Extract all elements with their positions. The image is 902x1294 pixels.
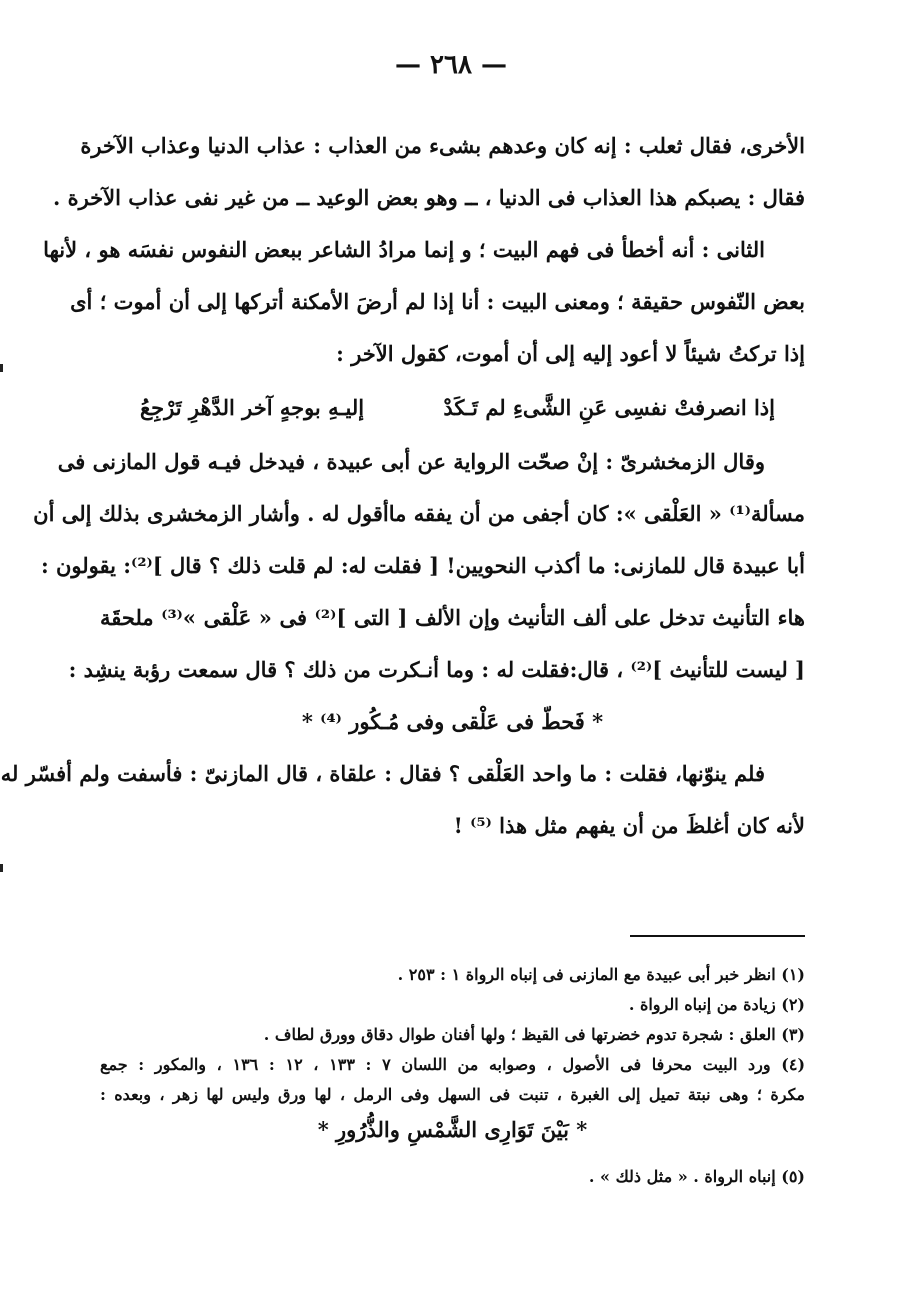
body-line-8: أبا عبيدة قال للمازنى: ما أكذب النحويين! [ فقلت له: لم قلت ذلك ؟ قال ]⁽²⁾: يقولون : [40,553,805,578]
page-number: — ٢٦٨ — [394,50,508,80]
ruba-verse: * فَحطّ فى عَلْقى وفى مُـكُور ⁽⁴⁾ * [301,709,604,734]
poetry-verse [100,380,805,436]
body-line-10: [ ليست للتأنيث ]⁽²⁾ ، قال:فقلت له : وما أنـكرت من ذلك ؟ قال سمعت رؤبة ينشِد : [68,657,805,682]
footnote-3: (٣) العلق : شجرة تدوم خضرتها فى القيظ ؛ ولها أفنان طوال دقاق وورق لطاف . [263,1025,805,1044]
body-line-3: الثانى : أنه أخطأ فى فهم البيت ؛ و إنما مرادُ الشاعر ببعض النفوس نفسَه هو ، لأنها [43,237,765,262]
footnote-separator [630,935,805,937]
body-line-9: هاء التأنيث تدخل على ألف التأنيث وإن الألف [ التى ]⁽²⁾ فى « عَلْقى »⁽³⁾ ملحقَة [100,605,805,630]
verse-second-hemistich: إليـهِ بوجهٍ آخر الدَّهْرِ تَرْجِعُ [140,395,365,420]
scan-margin-mark [0,864,3,872]
main-text [0,120,805,852]
body-line-5: إذا تركتُ شيئاً لا أعود إليه إلى أن أموت، كقول الآخر : [336,341,805,366]
body-line-1: الأخرى، فقال ثعلب : إنه كان وعدهم بشىء من العذاب : عذاب الدنيا وعذاب الآخرة [80,133,805,158]
footnotes [100,960,805,1192]
footnote-5: (٥) إنباه الرواة . « مثل ذلك » . [588,1167,805,1186]
verse-first-hemistich: إذا انصرفتْ نفسِى عَنِ الشَّىءِ لم تَـكَدْ [443,395,775,420]
body-line-7: مسألة⁽¹⁾ « العَلْقى »: كان أجفى من أن يفقه ماأقول له . وأشار الزمخشرى بذلك إلى أن [33,501,805,526]
body-line-11: فلم ينوّنها، فقلت : ما واحد العَلْقى ؟ فقال : علقاة ، قال المازنىّ : فأسفت ولم أفسّر له [0,761,765,786]
body-line-4: بعض النّفوس حقيقة ؛ ومعنى البيت : أنا إذا لم أرضَ الأمكنة أتركها إلى أن أموت ؛ أى [70,289,805,314]
footnote-1: (١) انظر خبر أبى عبيدة مع المازنى فى إنباه الرواة ١ : ٢٥٣ . [397,965,805,984]
body-line-2: فقال : يصبكم هذا العذاب فى الدنيا ، ــ وهو بعض الوعيد ــ من غير نفى عذاب الآخرة . [52,185,805,210]
scan-margin-mark [0,364,3,372]
body-line-6: وقال الزمخشرىّ : إنْ صحّت الرواية عن أبى عبيدة ، فيدخل فيـه قول المازنى فى [57,449,765,474]
body-line-12: لأنه كان أغلظَ من أن يفهم مثل هذا ⁽⁵⁾ ! [453,813,805,838]
footnote-4-line-2: مكرة ؛ وهى نبتة تميل إلى الغبرة ، تنبت فى السهل وفى الرمل ، لها ورق وليس لها زهر ، وبعده : [100,1085,806,1104]
footnote-4-line-1: (٤) ورد البيت محرفا فى الأصول ، وصوابه من اللسان ٧ : ١٣٣ ، ١٢ : ١٣٦ ، والمكور : جمع [100,1055,806,1074]
footnote-2: (٢) زيادة من إنباه الرواة . [628,995,805,1014]
footnote-4-verse: * بَيْنَ تَوَارِى الشَّمْسِ والذُّرُورِ * [317,1117,588,1142]
